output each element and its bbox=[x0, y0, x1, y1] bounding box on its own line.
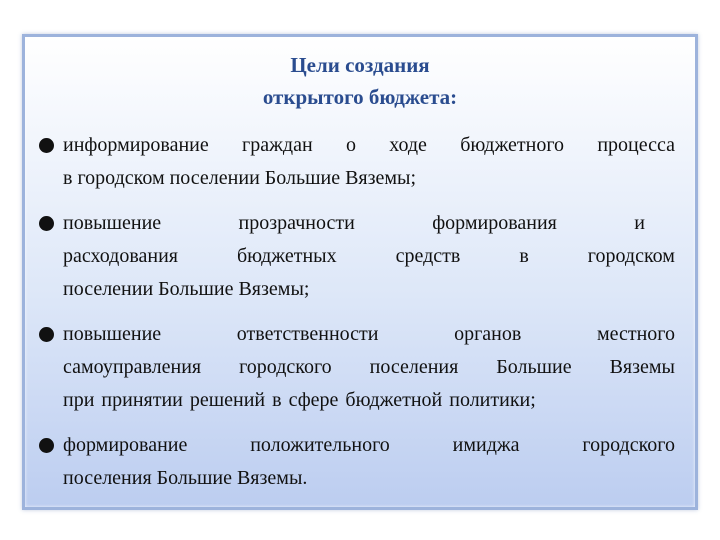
word: имиджа bbox=[452, 434, 520, 456]
list-item bbox=[39, 129, 679, 195]
word: информирование bbox=[63, 134, 209, 156]
word: прозрачности bbox=[238, 212, 355, 234]
bullet-icon bbox=[39, 327, 54, 342]
word: органов bbox=[454, 323, 522, 345]
list-item bbox=[39, 318, 679, 417]
item-2-line-1 bbox=[63, 207, 645, 240]
word: формирования bbox=[432, 212, 557, 234]
word: городском bbox=[587, 245, 675, 267]
item-1-line-1 bbox=[63, 129, 675, 162]
word: граждан bbox=[242, 134, 313, 156]
item-3-line-1 bbox=[63, 318, 675, 351]
title-line-2: открытого бюджета: bbox=[262, 85, 458, 109]
word: самоуправления bbox=[63, 356, 202, 378]
word: ответственности bbox=[236, 323, 379, 345]
word: о bbox=[345, 134, 356, 156]
word: бюджетных bbox=[237, 245, 337, 267]
list-item bbox=[39, 207, 679, 306]
content-panel bbox=[22, 34, 698, 510]
word: бюджетного bbox=[460, 134, 565, 156]
word: и bbox=[634, 212, 645, 234]
bullet-icon bbox=[39, 216, 54, 231]
list-item bbox=[39, 429, 679, 495]
item-3-line-3: при принятии решений в сфере бюджетной политики; bbox=[63, 389, 536, 411]
word: повышение bbox=[63, 212, 162, 234]
word: ходе bbox=[389, 134, 427, 156]
word: расходования bbox=[63, 245, 178, 267]
word: городского bbox=[239, 356, 332, 378]
word: процесса bbox=[597, 134, 675, 156]
word: поселения bbox=[369, 356, 459, 378]
word: повышение bbox=[63, 323, 162, 345]
item-2-line-3: поселении Большие Вяземы; bbox=[63, 278, 310, 300]
item-4-line-1 bbox=[63, 429, 675, 462]
word: формирование bbox=[63, 434, 188, 456]
word: городского bbox=[582, 434, 675, 456]
word: средств bbox=[395, 245, 461, 267]
item-4-line-2: поселения Большие Вяземы. bbox=[63, 467, 308, 489]
word: в bbox=[519, 245, 529, 267]
word: Вяземы bbox=[609, 356, 675, 378]
item-3-line-2 bbox=[63, 351, 675, 384]
title-line-1: Цели создания bbox=[290, 53, 430, 77]
item-1-line-2: в городском поселении Большие Вяземы; bbox=[63, 167, 417, 189]
word: положительного bbox=[250, 434, 390, 456]
item-2-line-2 bbox=[63, 240, 675, 273]
word: местного bbox=[596, 323, 675, 345]
bullet-icon bbox=[39, 438, 54, 453]
word: Большие bbox=[496, 356, 572, 378]
bullet-icon bbox=[39, 138, 54, 153]
